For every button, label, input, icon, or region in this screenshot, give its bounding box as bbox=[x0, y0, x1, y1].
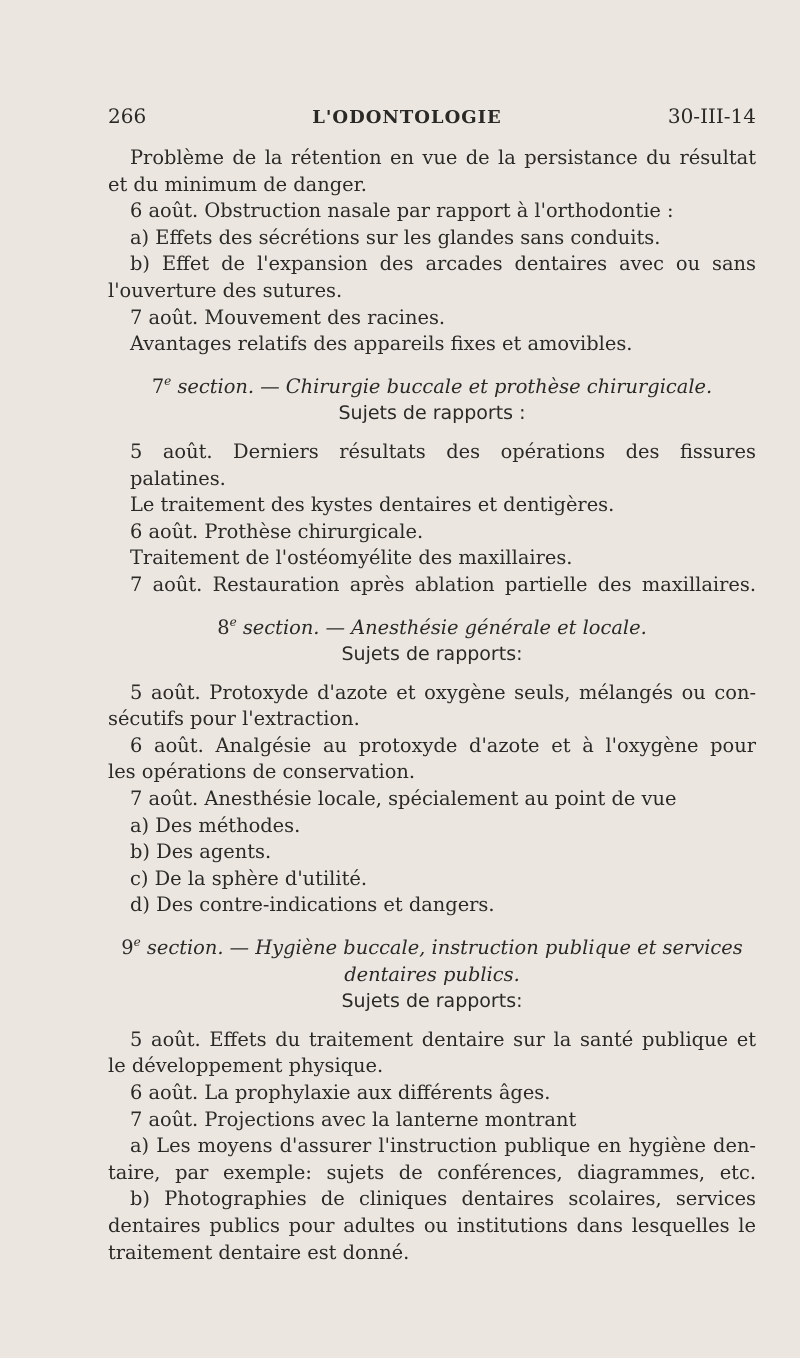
text-line: 7 août. Mouvement des racines. bbox=[130, 305, 446, 329]
section-title: section. — Anesthésie générale et locale. bbox=[242, 615, 647, 639]
text-line: Traitement de l'ostéomyélite des maxillaires. bbox=[130, 546, 573, 570]
text-line: Problème de la rétention en vue de la persistance du résultat bbox=[130, 146, 756, 169]
text-line: 6 août. Obstruction nasale par rapport à l'orthodontie : bbox=[130, 199, 674, 223]
text-line: dentaires publics pour adultes ou institutions dans lesquelles le bbox=[108, 1213, 756, 1237]
text-line: 5 août. Effets du traitement dentaire sur la santé publique et bbox=[130, 1027, 756, 1051]
text-line: traitement dentaire est donné. bbox=[108, 1240, 410, 1264]
section-heading bbox=[108, 615, 756, 642]
section-title: section. — Chirurgie buccale et prothèse chirurgicale. bbox=[177, 374, 713, 398]
text-line: 7 août. Projections avec la lanterne montrant bbox=[130, 1107, 577, 1131]
section-subtitle: Sujets de rapports : bbox=[338, 402, 526, 425]
text-line: l'ouverture des sutures. bbox=[108, 278, 343, 302]
text-line: a) Les moyens d'assurer l'instruction publique en hygiène den- bbox=[130, 1134, 756, 1158]
section-number: 9 bbox=[121, 936, 134, 960]
text-line: 5 août. Protoxyde d'azote et oxygène seuls, mélangés ou con- bbox=[130, 680, 756, 704]
section-gap bbox=[108, 599, 756, 615]
body-text bbox=[108, 145, 756, 1266]
text-line: c) De la sphère d'utilité. bbox=[130, 866, 367, 890]
subtitle-gap bbox=[108, 1015, 756, 1027]
text-line: 5 août. Derniers résultats des opérations des fissures palatines. bbox=[130, 439, 756, 490]
section-subtitle: Sujets de rapports: bbox=[341, 643, 523, 666]
text-line: a) Effets des sécrétions sur les glandes sans conduits. bbox=[130, 225, 661, 249]
section-title-continued: dentaires publics. bbox=[344, 962, 520, 986]
section-gap bbox=[108, 358, 756, 374]
running-header bbox=[108, 104, 756, 134]
text-line: 7 août. Anesthésie locale, spécialement au point de vue bbox=[130, 787, 677, 811]
page-number: 266 bbox=[108, 104, 147, 128]
section-number-suffix: e bbox=[133, 935, 141, 950]
text-line: le développement physique. bbox=[108, 1054, 384, 1078]
text-line: 6 août. Prothèse chirurgicale. bbox=[130, 519, 424, 543]
text-line: b) Des agents. bbox=[130, 840, 272, 864]
section-title: section. — Hygiène buccale, instruction publique et services bbox=[146, 936, 743, 960]
text-line: les opérations de conservation. bbox=[108, 760, 416, 784]
issue-date: 30-III-14 bbox=[667, 104, 756, 128]
section-number-suffix: e bbox=[229, 614, 237, 629]
text-line: b) Effet de l'expansion des arcades dentaires avec ou sans bbox=[130, 252, 756, 276]
text-line: sécutifs pour l'extraction. bbox=[108, 707, 360, 731]
section-heading bbox=[108, 935, 756, 962]
text-line: taire, par exemple: sujets de conférences, diagrammes, etc. bbox=[108, 1160, 756, 1184]
section-gap bbox=[108, 919, 756, 935]
section-heading bbox=[108, 374, 756, 401]
text-line: b) Photographies de cliniques dentaires scolaires, services bbox=[130, 1187, 756, 1211]
text-line: 6 août. Analgésie au protoxyde d'azote et à l'oxygène pour bbox=[130, 733, 756, 757]
text-line: 6 août. La prophylaxie aux différents âges. bbox=[130, 1081, 551, 1104]
text-line: et du minimum de danger. bbox=[108, 172, 367, 196]
subtitle-gap bbox=[108, 427, 756, 439]
text-line: d) Des contre-indications et dangers. bbox=[130, 893, 495, 917]
text-line: 7 août. Restauration après ablation partielle des maxillaires. bbox=[130, 572, 756, 596]
text-line: Le traitement des kystes dentaires et dentigères. bbox=[130, 493, 615, 517]
section-number-suffix: e bbox=[164, 373, 172, 388]
section-subtitle: Sujets de rapports: bbox=[341, 990, 523, 1013]
section-number: 8 bbox=[217, 615, 230, 639]
section-number: 7 bbox=[151, 374, 165, 398]
text-line: Avantages relatifs des appareils fixes et amovibles. bbox=[130, 332, 633, 356]
journal-title: L'ODONTOLOGIE bbox=[312, 107, 502, 128]
text-line: a) Des méthodes. bbox=[130, 813, 301, 837]
subtitle-gap bbox=[108, 668, 756, 680]
